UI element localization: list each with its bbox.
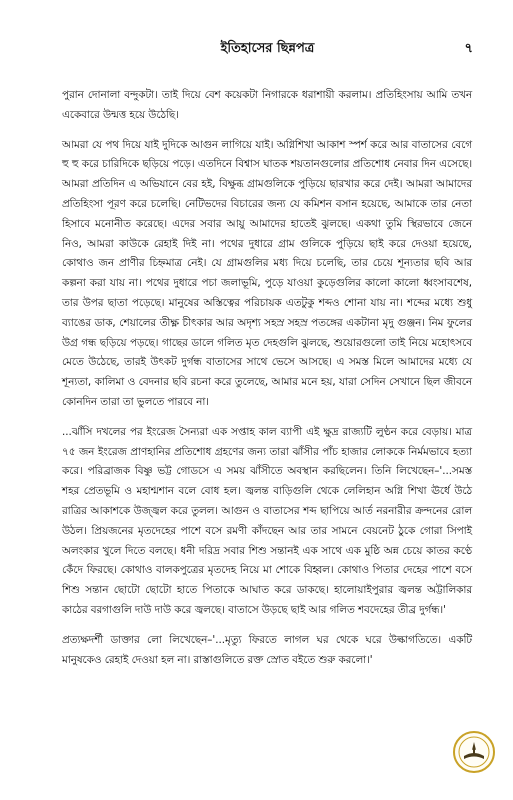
running-title: ইতিহাসের ছিন্নপত্র [220, 40, 315, 56]
paragraph-2: আমরা যে পথ দিয়ে যাই দুদিকে আগুন লাগিয়ে যাই। অগ্নিশিখা আকাশ স্পর্শ করে আর বাতাসের বেগে হু হু করে চারিদিকে ছড়িয়ে পড়ে। এতদিনে বিশ্বাস ঘাতক শয়তানগুলোর প্রতিশোধ নেবার দিন এসেছে। আমরা প্রতিদিন এ অভিযানে বের হই, বিক্ষুব্ধ গ্রামগুলিকে পুড়িয়ে ছারখার করে দেই। আমরা আমাদের প্রতিহিংসা পূরণ করে চলেছি। নেটিভদের বিচারের জন্য যে কমিশন বসান হয়েছে, আমাকে তার নেতা হিসাবে মনোনীত করেছে। এদের সবার আয়ু আমাদের হাতেই ঝুলছে। একথা তুমি স্থিরভাবে জেনে নিও, আমরা কাউকে রেহাই দিই না। পথের দুধারে গ্রাম গুলিকে পুড়িয়ে ছাই করে দেওয়া হয়েছে, কোথাও জন প্রাণীর চিহ্নমাত্র নেই। যে গ্রামগুলির মধ্য দিয়ে চলেছি, তার চেয়ে শূন্যতার ছবি আর কল্পনা করা যায় না। পথের দুধারে পচা জলাভূমি, পুড়ে যাওয়া কুড়েগুলির কালো কালো ধ্বংসাবশেষ, তার উপর ছাতা পড়েছে। মানুষের অস্তিত্বের পরিচায়ক এতটুকু শব্দও শোনা যায় না। শব্দের মধ্যে শুধু ব্যাঙের ডাক, শেয়ালের তীক্ষ্ণ চীৎকার আর অদৃশ্য সহস্র সহস্র পতঙ্গের একটানা মৃদু গুঞ্জন। নিম ফুলের উগ্র গন্ধ ছড়িয়ে পড়ছে। গাছের ডালে গলিত মৃত দেহগুলি ঝুলছে, শুয়োরগুলো তাই নিয়ে মহোৎসবে মেতে উঠেছে, তারই উৎকট দুর্গন্ধ বাতাসের সাথে ভেসে আসছে। এ সমস্ত মিলে আমাদের মধ্যে যে শূন্যতা, কালিমা ও বেদনার ছবি রচনা করে তুলেছে, আমার মনে হয়, যারা সেদিন সেখানে ছিল জীবনে কোনদিন তারা তা ভুলতে পারবে না। [62, 138, 472, 408]
page-number: ৭ [464, 41, 473, 56]
publisher-seal-icon [452, 730, 496, 774]
paragraph-3: ...ঝাঁসি দখলের পর ইংরেজ সৈন্যরা এক সপ্তাহ কাল ব্যাপী এই ক্ষুদ্র রাজ্যটি লুণ্ঠন করে বেড়ায়। মাত্র ৭৫ জন ইংরেজ প্রাণহানির প্রতিশোধ গ্রহণের জন্য তারা ঝাঁসীর পাঁচ হাজার লোককে নির্মমভাবে হত্যা করে। পরিব্রাজক বিষ্ণু ভট্ট গোডসে এ সময় ঝাঁসীতে অবস্থান করছিলেন। তিনি লিখেছেন–'...সমস্ত শহর প্রেতভূমি ও মহাশ্মশান বলে বোধ হল। জ্বলন্ত বাড়িগুলি থেকে লেলিহান অগ্নি শিখা ঊর্ধে উঠে রাত্রির আকাশকে উজ্জ্বল করে তুলল। আগুন ও বাতাসের শব্দ ছাপিয়ে আর্ত নরনারীর ক্রন্দনের রোল উঠল। প্রিয়জনের মৃতদেহের পাশে বসে রমণী কাঁদছেন আর তার সামনে বেয়নেট ঠুকে গোরা সিপাই অলংকার খুলে দিতে বলছে। ধনী দরিদ্র সবার শিশু সন্তানই এক সাথে এক মুষ্ঠি অন্ন চেয়ে কাতর কণ্ঠে কেঁদে ফিরছে। কোথাও বালকপুত্রের মৃতদেহ নিয়ে মা শোকে বিহ্বল। কোথাও পিতার দেহের পাশে বসে শিশু সন্তান ছোটো ছোটো হাতে পিতাকে আঘাত করে ডাকছে। হালোয়াইপুরার জ্বলন্ত অট্টালিকার কাঠের বরগাগুলি দাউ দাউ করে জ্বলছে। বাতাসে উড়ছে ছাই আর গলিত শবদেহের তীব্র দুর্গন্ধ।' [62, 425, 472, 616]
body-text [62, 86, 472, 680]
paragraph-1: পুরান দোনালা বন্দুকটা। তাই দিয়ে বেশ কয়েকটা নিগারকে ধরাশায়ী করলাম। প্রতিহিংসায় আমি তখন একেবারে উন্মত্ত হয়ে উঠেছি। [62, 89, 472, 121]
page-header [62, 37, 473, 61]
paragraph-4: প্রত্যক্ষদর্শী ডাক্তার লো লিখেছেন–'...মৃত্যু ফিরতে লাগল ঘর থেকে ঘরে উল্কাগতিতে। একটি মানুষকেও রেহাই দেওয়া হল না। রাস্তাগুলিতে রক্ত স্রোত বইতে শুরু করলো।' [62, 633, 472, 666]
